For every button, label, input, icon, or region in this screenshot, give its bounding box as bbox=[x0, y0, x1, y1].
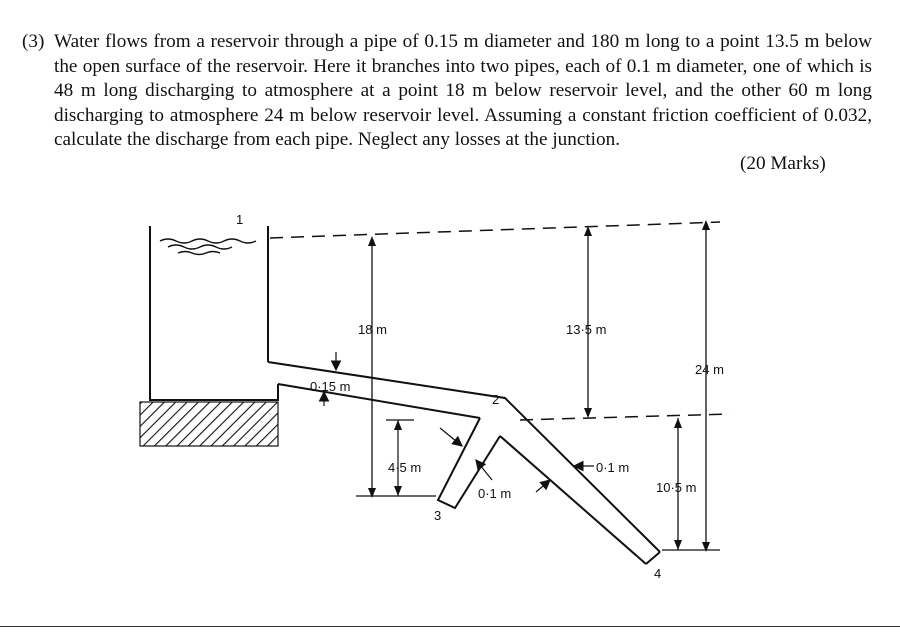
branch-pipe-4-outlet bbox=[646, 552, 660, 564]
point-4-label: 4 bbox=[654, 566, 662, 581]
problem-text: Water flows from a reservoir through a pipe of 0.15 m diameter and 180 m long to a point 13.5 m below the open surface of the reservoir. Here it branches into two pipes, each of 0.1 m diameter, one of which is 48 m long discharging to atmosphere at a point 18 m below reservoir level, and the other 60 m long discharging to atmosphere 24 m below reservoir level. Assuming a constant friction coefficient of 0.032, calculate the discharge from each pipe. Neglect any losses at the junction. bbox=[54, 31, 872, 150]
label-0-15m: 0·15 m bbox=[310, 379, 351, 394]
water-surface bbox=[160, 239, 256, 255]
branch-pipe-4-wall bbox=[500, 436, 646, 564]
label-0-1m-branch-4: 0·1 m bbox=[596, 460, 630, 475]
label-0-1m-branch-3: 0·1 m bbox=[478, 486, 512, 501]
problem-number: (3) bbox=[22, 31, 45, 52]
point-1-label: 1 bbox=[236, 212, 244, 227]
point-2-label: 2 bbox=[492, 392, 500, 407]
label-4-5m: 4·5 m bbox=[388, 460, 422, 475]
bottom-rule bbox=[0, 626, 900, 627]
label-13-5m: 13·5 m bbox=[566, 322, 607, 337]
label-24m: 24 m bbox=[695, 362, 724, 377]
reservoir-level-line bbox=[270, 222, 720, 238]
ground-hatching bbox=[140, 402, 278, 446]
point-3-label: 3 bbox=[434, 508, 442, 523]
label-10-5m: 10·5 m bbox=[656, 480, 697, 495]
junction-level-line bbox=[520, 414, 730, 420]
label-18m: 18 m bbox=[358, 322, 387, 337]
marks-label: (20 Marks) bbox=[740, 153, 826, 174]
